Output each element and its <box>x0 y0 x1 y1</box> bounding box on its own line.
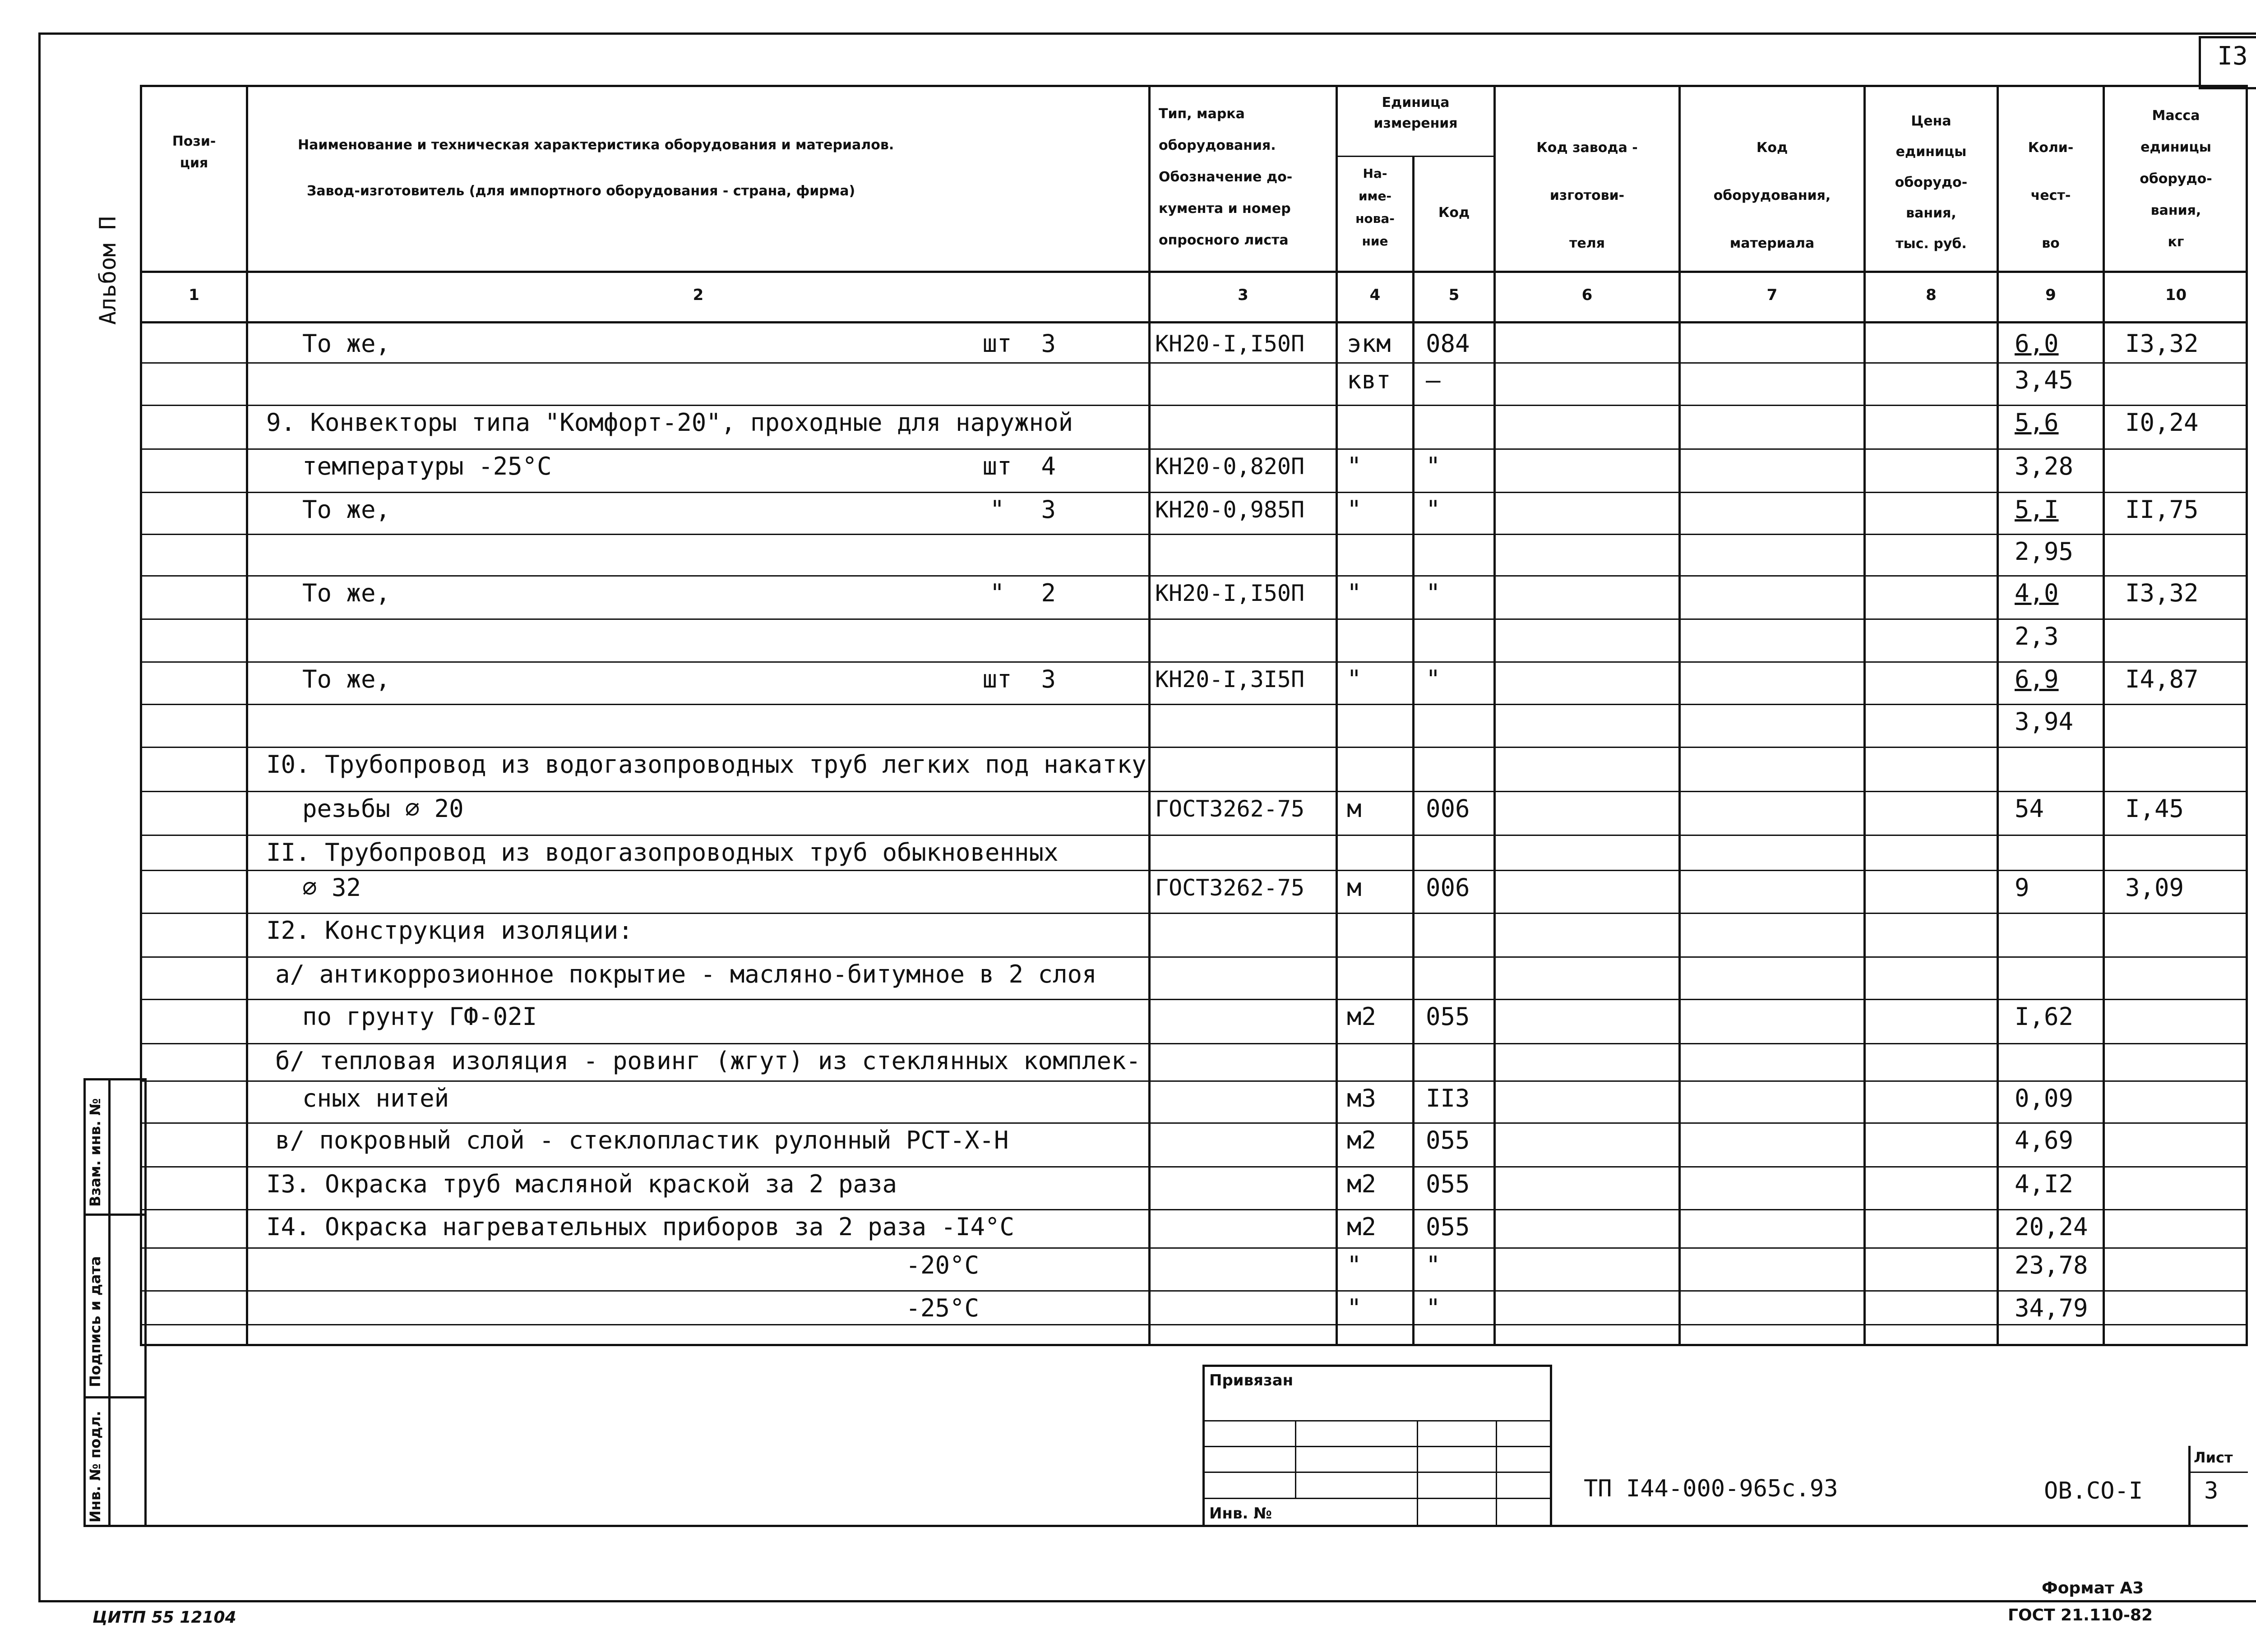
row-rule <box>140 661 2248 663</box>
unit-name: м <box>1347 873 1362 902</box>
item-name: температуры -25°С <box>302 452 552 480</box>
header-name-line2: Завод-изготовитель (для импортного оборудования - страна, фирма) <box>307 183 855 199</box>
row-rule <box>140 747 2248 748</box>
row-rule <box>140 913 2248 914</box>
unit-code: " <box>1426 1251 1441 1279</box>
unit-name: " <box>1347 579 1362 607</box>
linked-rule-2 <box>1202 1446 1552 1447</box>
linked-col-1 <box>1295 1420 1296 1499</box>
row-rule <box>140 1247 2248 1249</box>
linked-col-2 <box>1417 1420 1418 1526</box>
unit-mass: 3,09 <box>2125 873 2184 902</box>
item-name: -25°С <box>906 1294 979 1322</box>
quantity: 2,95 <box>2015 537 2074 566</box>
unit-code: 055 <box>1426 1126 1470 1154</box>
row-rule <box>140 534 2248 535</box>
type-doc: КН20-I,3I5П <box>1155 666 1305 692</box>
header-name-line1: Наименование и техническая характеристика оборудования и материалов. <box>298 137 894 153</box>
unit-pcs: шт <box>982 329 1012 358</box>
unit-code: 055 <box>1426 1170 1470 1198</box>
row-rule <box>140 1290 2248 1292</box>
row-rule <box>140 405 2248 406</box>
document-code: ТП I44-000-965с.93 <box>1584 1475 1838 1502</box>
item-name: То же, <box>302 579 391 607</box>
type-doc: КН20-I,I50П <box>1155 331 1305 357</box>
row-rule <box>140 835 2248 836</box>
footer-left-code: ЦИТП 55 12104 <box>92 1608 236 1627</box>
type-doc: ГОСТ3262-75 <box>1155 796 1305 822</box>
colnum-3: 3 <box>1238 286 1248 304</box>
unit-name: квт <box>1347 366 1391 394</box>
pcs-count: 4 <box>1041 452 1056 480</box>
unit-pcs: шт <box>982 452 1012 480</box>
unit-mass: I0,24 <box>2125 408 2199 437</box>
row-rule <box>140 1209 2248 1210</box>
quantity: 5,I <box>2015 495 2059 524</box>
unit-code: 055 <box>1426 1002 1470 1031</box>
item-name: I4. Окраска нагревательных приборов за 2 раза -I4°С <box>266 1213 1015 1241</box>
linked-label: Привязан <box>1209 1371 1294 1389</box>
unit-mass: II,75 <box>2125 495 2199 524</box>
item-name: резьбы ∅ 20 <box>302 794 464 823</box>
item-name: по грунту ГФ-02I <box>302 1002 537 1031</box>
quantity: 54 <box>2015 794 2044 823</box>
item-name: -20°С <box>906 1251 979 1279</box>
row-rule <box>140 1122 2248 1124</box>
unit-mass: I,45 <box>2125 794 2184 823</box>
quantity: 23,78 <box>2015 1251 2088 1279</box>
unit-code: " <box>1426 665 1441 693</box>
header-plant-code: Код завода - изготови- теля <box>1536 140 1638 251</box>
header-price: Цена единицы оборудо- вания, тыс. руб. <box>1895 113 1968 252</box>
header-position: Пози- ция <box>172 134 216 171</box>
col-line-4 <box>1412 156 1415 1346</box>
quantity: 3,28 <box>2015 452 2074 480</box>
quantity: 4,I2 <box>2015 1170 2074 1198</box>
colnum-1: 1 <box>189 286 199 304</box>
quantity: 6,0 <box>2015 329 2059 358</box>
row-rule <box>140 704 2248 705</box>
pcs-count: 3 <box>1041 665 1056 693</box>
item-name: сных нитей <box>302 1084 449 1112</box>
unit-pcs: " <box>989 495 1005 524</box>
quantity: 20,24 <box>2015 1213 2088 1241</box>
pcs-count: 3 <box>1041 495 1056 524</box>
unit-code: 055 <box>1426 1213 1470 1241</box>
sheet-corner-number: I3 <box>2217 42 2248 71</box>
colnum-5: 5 <box>1448 286 1460 304</box>
side-inv-replace: Взам. инв. № <box>87 1098 104 1207</box>
colnum-9: 9 <box>2045 286 2056 304</box>
unit-code: " <box>1426 452 1441 480</box>
row-rule <box>140 791 2248 792</box>
linked-rule-3 <box>1202 1472 1552 1473</box>
unit-name: " <box>1347 1294 1362 1322</box>
side-sign-date: Подпись и дата <box>87 1256 104 1387</box>
item-name: То же, <box>302 329 391 358</box>
row-rule <box>140 1043 2248 1044</box>
unit-group-rule <box>1336 156 1493 157</box>
title-block-bottom <box>144 1525 2248 1527</box>
pcs-count: 2 <box>1041 579 1056 607</box>
quantity: 3,45 <box>2015 366 2074 394</box>
type-doc: КН20-I,I50П <box>1155 580 1305 606</box>
type-doc: КН20-0,820П <box>1155 453 1305 480</box>
quantity: 0,09 <box>2015 1084 2074 1112</box>
row-rule <box>140 492 2248 493</box>
row-rule <box>140 362 2248 364</box>
row-rule <box>140 1324 2248 1325</box>
quantity: 4,0 <box>2015 579 2059 607</box>
colnum-bottom-rule <box>140 321 2248 323</box>
table-border <box>140 85 2248 1346</box>
sheet-code: ОВ.СО-I <box>2044 1477 2143 1504</box>
item-name: I3. Окраска труб масляной краской за 2 раза <box>266 1170 897 1198</box>
row-rule <box>140 575 2248 577</box>
unit-name: м3 <box>1347 1084 1377 1112</box>
sheet-box-rule <box>2188 1472 2248 1473</box>
row-rule <box>140 999 2248 1000</box>
colnum-8: 8 <box>1926 286 1937 304</box>
unit-mass: I3,32 <box>2125 579 2199 607</box>
colnum-6: 6 <box>1581 286 1593 304</box>
linked-rule-1 <box>1202 1420 1552 1421</box>
side-inv-orig: Инв. № подл. <box>87 1411 104 1523</box>
quantity: 34,79 <box>2015 1294 2088 1322</box>
row-rule <box>140 448 2248 450</box>
header-unit-code: Код <box>1438 205 1470 221</box>
col-line-9 <box>2103 85 2105 1346</box>
unit-mass: I3,32 <box>2125 329 2199 358</box>
quantity: 5,6 <box>2015 408 2059 437</box>
colnum-7: 7 <box>1766 286 1778 304</box>
item-name: б/ тепловая изоляция - ровинг (жгут) из стеклянных комплек- <box>275 1047 1141 1075</box>
unit-code: II3 <box>1426 1084 1470 1112</box>
album-label: Альбом П <box>95 216 121 325</box>
item-name: в/ покровный слой - стеклопластик рулонный РСТ-Х-Н <box>275 1126 1009 1154</box>
footer-format: Формат А3 <box>2042 1579 2144 1597</box>
col-line-8 <box>1997 85 1999 1346</box>
row-rule <box>140 1166 2248 1167</box>
unit-name: экм <box>1347 329 1391 358</box>
type-doc: КН20-0,985П <box>1155 497 1305 523</box>
sheet-number: 3 <box>2204 1477 2219 1504</box>
row-rule <box>140 956 2248 958</box>
quantity: 9 <box>2015 873 2029 902</box>
unit-name: " <box>1347 495 1362 524</box>
unit-mass: I4,87 <box>2125 665 2199 693</box>
header-bottom-rule <box>140 271 2248 273</box>
sheet-box-left <box>2188 1446 2191 1527</box>
linked-rule-4 <box>1202 1498 1552 1499</box>
unit-name: м2 <box>1347 1213 1377 1241</box>
unit-code: – <box>1426 366 1441 394</box>
header-quantity: Коли- чест- во <box>2028 140 2074 251</box>
unit-code: " <box>1426 579 1441 607</box>
col-line-3 <box>1336 85 1338 1346</box>
item-name: То же, <box>302 665 391 693</box>
col-line-7 <box>1863 85 1866 1346</box>
item-name: I0. Трубопровод из водогазопроводных труб легких под накатку <box>266 750 1146 779</box>
colnum-10: 10 <box>2165 286 2187 304</box>
type-doc: ГОСТ3262-75 <box>1155 875 1305 901</box>
unit-code: " <box>1426 495 1441 524</box>
colnum-4: 4 <box>1369 286 1381 304</box>
item-name: 9. Конвекторы типа "Комфорт-20", проходные для наружной <box>266 408 1073 437</box>
unit-name: м2 <box>1347 1170 1377 1198</box>
row-rule <box>140 1080 2248 1082</box>
unit-name: " <box>1347 1251 1362 1279</box>
unit-code: " <box>1426 1294 1441 1322</box>
item-name: То же, <box>302 495 391 524</box>
header-unit-group: Единица измерения <box>1373 95 1458 131</box>
unit-name: " <box>1347 665 1362 693</box>
quantity: 2,3 <box>2015 622 2059 651</box>
unit-code: 084 <box>1426 329 1470 358</box>
item-name: I2. Конструкция изоляции: <box>266 916 633 945</box>
unit-name: м <box>1347 794 1362 823</box>
col-line-5 <box>1493 85 1496 1346</box>
unit-code: 006 <box>1426 873 1470 902</box>
unit-code: 006 <box>1426 794 1470 823</box>
row-rule <box>140 870 2248 871</box>
item-name: ∅ 32 <box>302 873 361 902</box>
side-stamp-rule-1 <box>83 1214 147 1216</box>
item-name: II. Трубопровод из водогазопроводных труб обыкновенных <box>266 838 1059 867</box>
col-line-2 <box>1148 85 1151 1346</box>
side-stamp-rule-2 <box>83 1396 147 1398</box>
unit-pcs: шт <box>982 665 1012 693</box>
quantity: 6,9 <box>2015 665 2059 693</box>
sheet-label: Лист <box>2194 1449 2233 1466</box>
row-rule <box>140 618 2248 620</box>
pcs-count: 3 <box>1041 329 1056 358</box>
item-name: а/ антикоррозионное покрытие - масляно-битумное в 2 слоя <box>275 960 1097 988</box>
header-type: Тип, марка оборудования. Обозначение до- кумента и номер опросного листа <box>1159 106 1293 248</box>
inv-no-label: Инв. № <box>1209 1504 1272 1523</box>
header-mass: Масса единицы оборудо- вания, кг <box>2140 108 2212 250</box>
unit-pcs: " <box>989 579 1005 607</box>
side-stamp-divider <box>108 1078 111 1527</box>
col-line-6 <box>1678 85 1681 1346</box>
col-line-1 <box>246 85 248 1346</box>
quantity: 3,94 <box>2015 707 2074 736</box>
unit-name: " <box>1347 452 1362 480</box>
unit-name: м2 <box>1347 1002 1377 1031</box>
quantity: 4,69 <box>2015 1126 2074 1154</box>
header-unit-name: На- име- нова- ние <box>1355 166 1395 249</box>
unit-name: м2 <box>1347 1126 1377 1154</box>
footer-gost: ГОСТ 21.110-82 <box>2008 1606 2153 1624</box>
header-equipment-code: Код оборудования, материала <box>1713 140 1831 251</box>
quantity: I,62 <box>2015 1002 2074 1031</box>
colnum-2: 2 <box>693 286 704 304</box>
linked-col-3 <box>1496 1420 1497 1526</box>
